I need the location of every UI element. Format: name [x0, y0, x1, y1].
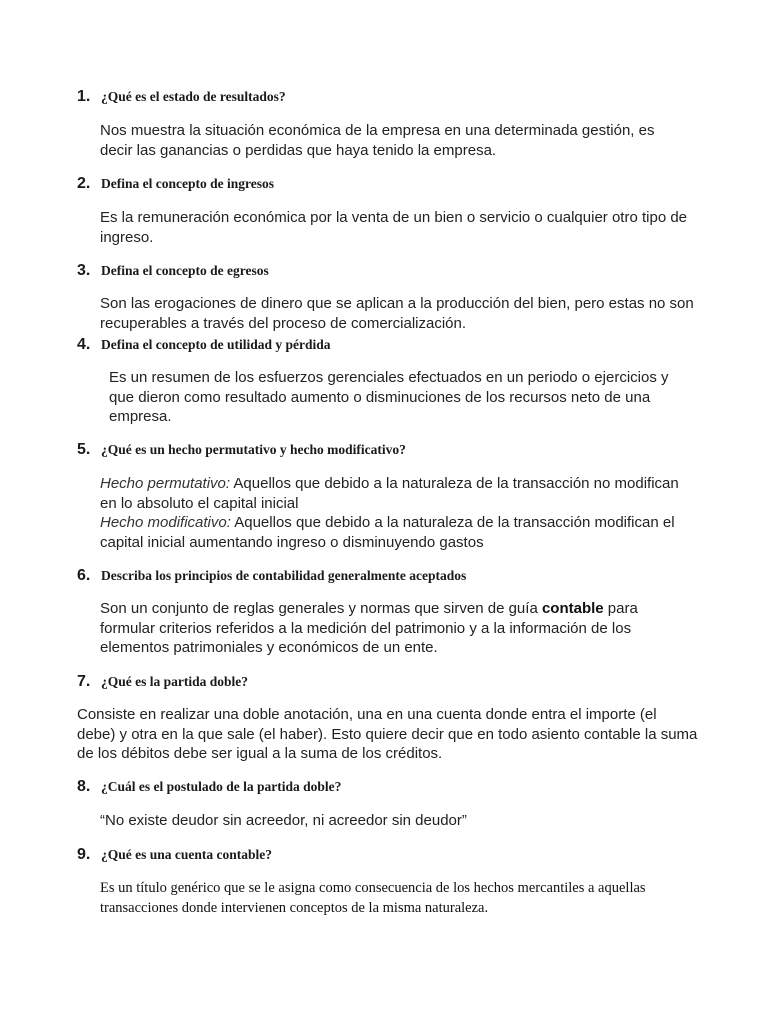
question-number: 7.	[77, 673, 91, 690]
definition-permutativo: Aquellos que debido a la naturaleza de la transacción no modifican en lo absoluto el capital inicial	[100, 475, 679, 512]
answer-7	[77, 705, 699, 764]
answer-text: Es un resumen de los esfuerzos gerenciales efectuados en un periodo o ejercicios y que dieron como resultado aumento o disminuciones de los recursos neto de una empresa.	[109, 369, 669, 425]
answer-text: “No existe deudor sin acreedor, ni acreedor sin deudor”	[100, 812, 467, 829]
definition-modificativo: Aquellos que debido a la naturaleza de la transacción modifican el capital inicial aumentando ingreso o disminuyendo gastos	[100, 514, 675, 551]
answer-text: Consiste en realizar una doble anotación, una en una cuenta donde entra el importe (el debe) y otra en la que sale (el haber). Esto quiere decir que en todo asiento contable la suma de los débitos debe ser igual a la suma de los créditos.	[77, 706, 698, 762]
answer-bold-word: contable	[541, 600, 604, 617]
answer-2	[100, 208, 698, 247]
question-5	[77, 441, 406, 459]
question-2	[77, 175, 274, 193]
question-text: Defina el concepto de utilidad y pérdida	[101, 337, 331, 352]
question-6	[77, 567, 466, 585]
answer-4	[109, 368, 693, 427]
question-number: 6.	[77, 567, 91, 584]
answer-pre: Son un conjunto de reglas generales y normas que sirven de guía	[100, 600, 542, 617]
answer-paragraph-modificativo	[100, 513, 690, 552]
question-number: 9.	[77, 846, 91, 863]
question-1	[77, 88, 286, 106]
answer-paragraph-permutativo	[100, 474, 690, 513]
question-7	[77, 673, 248, 691]
answer-text: Son las erogaciones de dinero que se aplican a la producción del bien, pero estas no son recuperables a través del proceso de comercialización.	[100, 295, 694, 332]
question-text: ¿Qué es un hecho permutativo y hecho modificativo?	[101, 442, 406, 457]
question-number: 3.	[77, 262, 91, 279]
question-8	[77, 778, 341, 796]
question-text: Describa los principios de contabilidad generalmente aceptados	[101, 568, 467, 583]
question-text: ¿Qué es una cuenta contable?	[101, 847, 273, 862]
question-text: ¿Qué es la partida doble?	[101, 674, 249, 689]
answer-9	[100, 878, 690, 918]
question-text: Defina el concepto de ingresos	[101, 176, 274, 191]
question-number: 4.	[77, 336, 91, 353]
question-text: ¿Cuál es el postulado de la partida doble?	[101, 779, 342, 794]
question-9	[77, 846, 272, 864]
answer-text: Es la remuneración económica por la venta de un bien o servicio o cualquier otro tipo de ingreso.	[100, 209, 688, 246]
answer-8	[100, 811, 690, 831]
term-modificativo: Hecho modificativo:	[100, 514, 231, 531]
answer-text: Nos muestra la situación económica de la empresa en una determinada gestión, es decir las ganancias o perdidas que haya tenido la empresa.	[100, 122, 655, 159]
term-permutativo: Hecho permutativo:	[100, 475, 231, 492]
answer-post: para formular criterios referidos a la medición del patrimonio y a la información de los elementos patrimoniales y económicos de un ente.	[100, 600, 638, 656]
question-3	[77, 262, 269, 280]
answer-text: Es un título genérico que se le asigna como consecuencia de los hechos mercantiles a aquellas transacciones donde intervienen conceptos de la misma naturaleza.	[100, 880, 646, 916]
answer-5	[100, 474, 690, 552]
answer-6	[100, 599, 670, 658]
question-number: 2.	[77, 175, 91, 192]
question-number: 1.	[77, 88, 91, 105]
question-text: ¿Qué es el estado de resultados?	[101, 89, 286, 104]
question-text: Defina el concepto de egresos	[101, 263, 269, 278]
answer-3	[100, 294, 698, 333]
question-number: 8.	[77, 778, 91, 795]
question-number: 5.	[77, 441, 91, 458]
answer-1	[100, 121, 690, 160]
question-4	[77, 336, 331, 354]
answer-text	[100, 599, 670, 658]
